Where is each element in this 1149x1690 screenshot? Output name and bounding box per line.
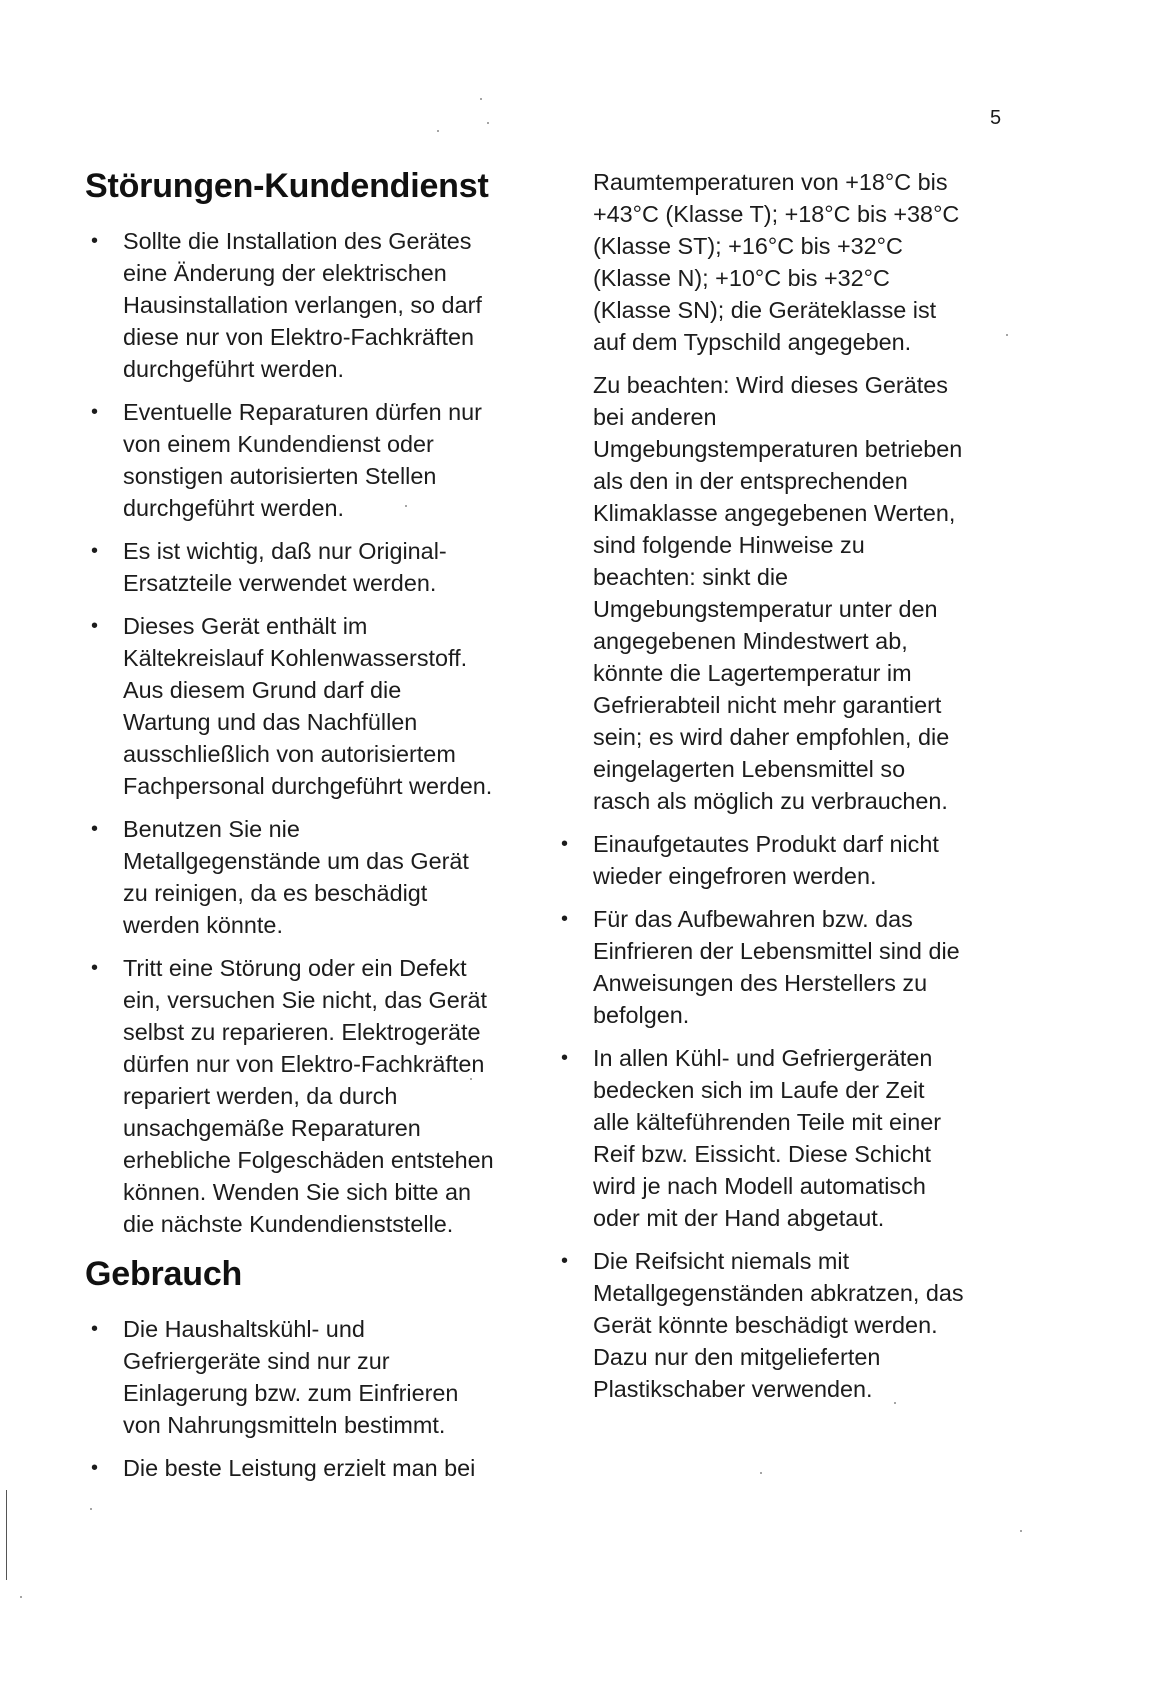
section-heading-stoerungen: Störungen-Kundendienst <box>85 167 489 205</box>
list-item: • Benutzen Sie nie Metallgegenstände um das Gerät zu reinigen, da es beschädigt werden könnte. <box>88 813 538 941</box>
bullet-icon: • <box>91 615 99 637</box>
list-item: • Für das Aufbewahren bzw. das Einfrieren der Lebensmittel sind die Anweisungen des Herstellers zu befolgen. <box>558 903 1018 1031</box>
page-number: 5 <box>990 107 1002 129</box>
bullet-icon: • <box>91 230 99 252</box>
list-item: • In allen Kühl- und Gefriergeräten bedecken sich im Laufe der Zeit alle kälteführenden Teile mit einer Reif bzw. Eissicht. Diese Schicht wird je nach Modell automatisch oder mit der Hand abgetaut. <box>558 1042 1018 1234</box>
scan-speck <box>487 122 489 124</box>
scan-speck <box>405 505 407 507</box>
bullet-icon: • <box>561 908 569 930</box>
bullet-icon: • <box>91 818 99 840</box>
section-heading-gebrauch: Gebrauch <box>85 1255 243 1293</box>
list-item: • Es ist wichtig, daß nur Original- Ersatzteile verwendet werden. <box>88 535 538 599</box>
scan-speck <box>894 1402 896 1404</box>
paragraph-zu-beachten: Zu beachten: Wird dieses Gerätes bei anderen Umgebungstemperaturen betrieben als den in der entsprechenden Klimaklasse angegebenen Werten, sind folgende Hinweise zu beachten: sinkt die Umgebungstemperatur unter den angegebenen Mindestwert ab, könnte die Lagertemperatur im Gefrierabteil nicht mehr garantiert sein; es wird daher empfohlen, die eingelagerten Lebensmittel so rasch als möglich zu verbrauchen. <box>593 372 963 814</box>
scan-speck <box>90 1508 92 1510</box>
list-item: • Die Haushaltskühl- und Gefriergeräte sind nur zur Einlagerung bzw. zum Einfrieren von Nahrungsmitteln bestimmt. <box>88 1313 538 1441</box>
list-stoerungen <box>88 225 538 1240</box>
bullet-icon: • <box>91 540 99 562</box>
right-column <box>558 166 1018 1416</box>
bullet-icon: • <box>561 833 569 855</box>
list-item: • Einaufgetautes Produkt darf nicht wieder eingefroren werden. <box>558 828 1018 892</box>
list-item: • Sollte die Installation des Gerätes eine Änderung der elektrischen Hausinstallation verlangen, so darf diese nur von Elektro-Fachkräften durchgeführt werden. <box>88 225 538 385</box>
list-gebrauch-continued <box>558 828 1018 1405</box>
list-item: • Die beste Leistung erzielt man bei <box>88 1452 538 1484</box>
list-item: • Tritt eine Störung oder ein Defekt ein, versuchen Sie nicht, das Gerät selbst zu reparieren. Elektrogeräte dürfen nur von Elektro-Fachkräften repariert werden, da durch unsachgemäße Reparaturen erhebliche Folgeschäden entstehen können. Wenden Sie sich bitte an die nächste Kundendienststelle. <box>88 952 538 1240</box>
scan-speck <box>760 1472 762 1474</box>
bullet-icon: • <box>91 401 99 423</box>
list-item: • Die Reifsicht niemals mit Metallgegenständen abkratzen, das Gerät könnte beschädigt werden. Dazu nur den mitgelieferten Plastikschaber verwenden. <box>558 1245 1018 1405</box>
bullet-icon: • <box>91 1318 99 1340</box>
scan-speck <box>1006 334 1008 336</box>
list-item: • Dieses Gerät enthält im Kältekreislauf Kohlenwasserstoff. Aus diesem Grund darf die Wartung und das Nachfüllen ausschließlich von autorisiertem Fachpersonal durchgeführt werden. <box>88 610 538 802</box>
bullet-icon: • <box>91 957 99 979</box>
list-item: • Eventuelle Reparaturen dürfen nur von einem Kundendienst oder sonstigen autorisierten Stellen durchgeführt werden. <box>88 396 538 524</box>
bullet-icon: • <box>561 1047 569 1069</box>
bullet-icon: • <box>91 1457 99 1479</box>
scan-speck <box>20 1596 22 1598</box>
scan-speck <box>437 130 439 132</box>
list-gebrauch <box>88 1313 538 1484</box>
scan-speck <box>470 1078 472 1080</box>
left-column <box>85 166 538 1495</box>
scan-margin-line <box>6 1490 7 1580</box>
scan-speck <box>480 98 482 100</box>
bullet-icon: • <box>561 1250 569 1272</box>
scan-speck <box>1020 1530 1022 1532</box>
paragraph-raumtemperaturen: Raumtemperaturen von +18°C bis +43°C (Klasse T); +18°C bis +38°C (Klasse ST); +16°C bis +32°C (Klasse N); +10°C bis +32°C (Klasse SN); die Geräteklasse ist auf dem Typschild angegeben. <box>593 169 960 355</box>
